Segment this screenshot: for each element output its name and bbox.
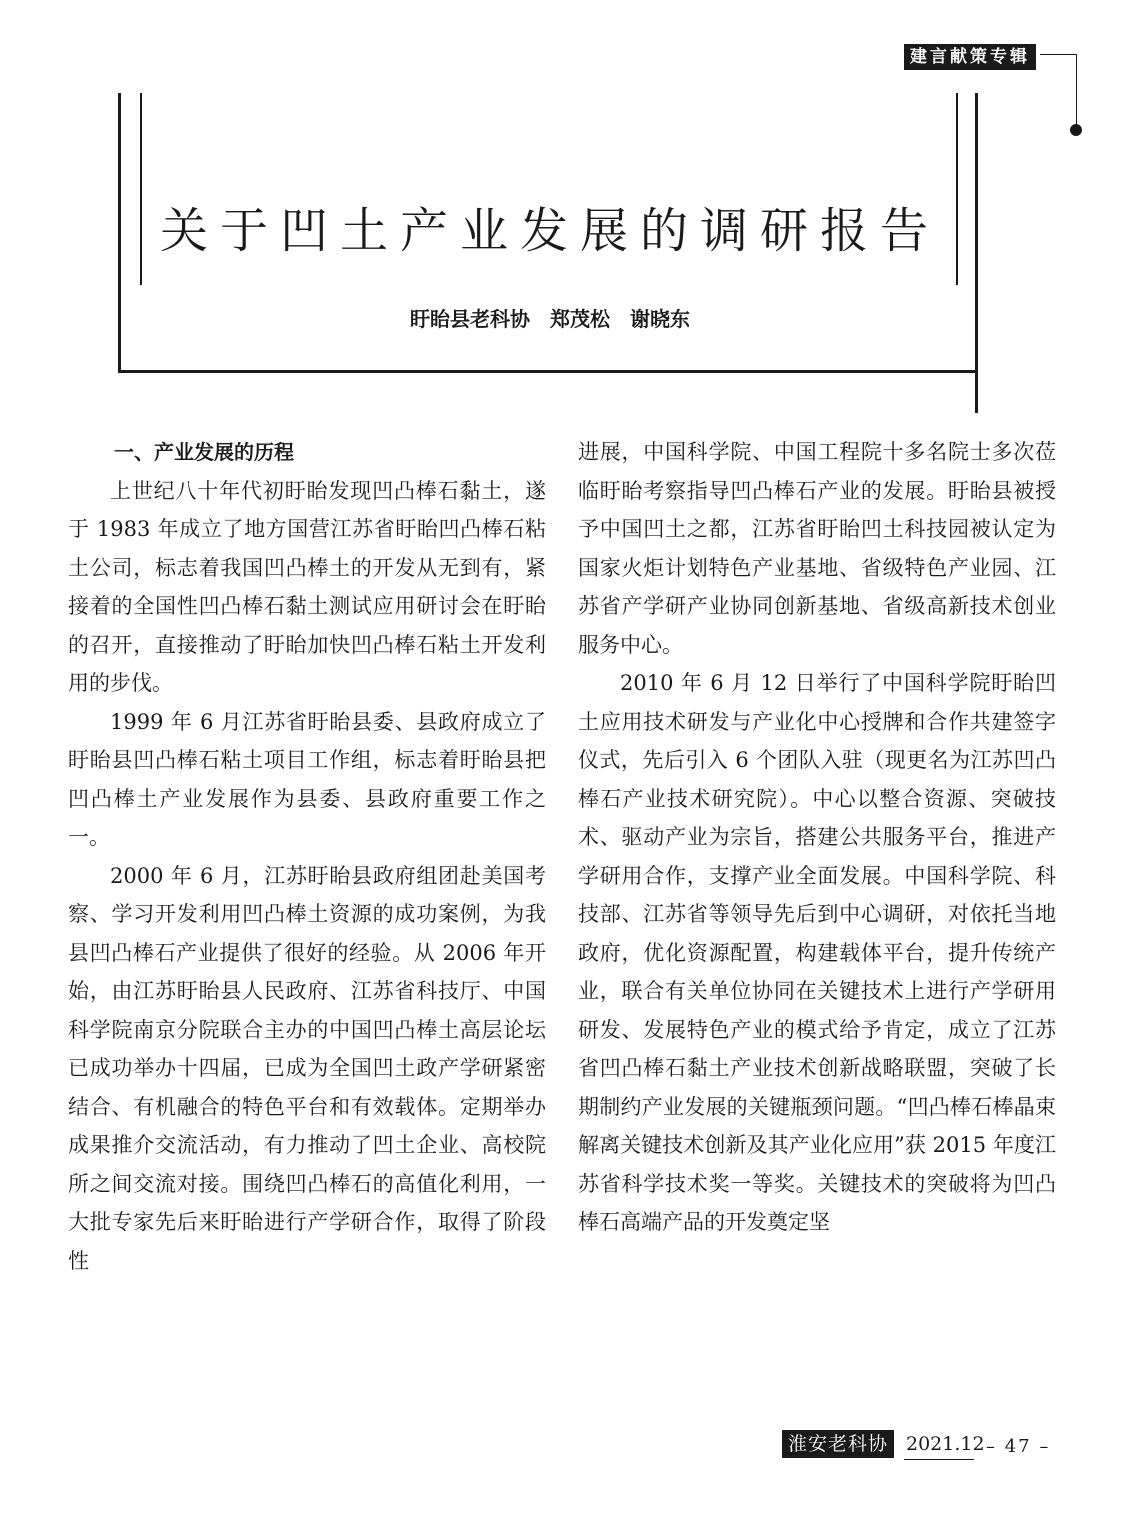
tag-dot-icon — [1070, 124, 1082, 136]
article-authors: 盱眙县老科协 郑茂松 谢晓东 — [410, 307, 690, 331]
issue-underline — [904, 1459, 974, 1460]
frame-bottom-rule — [118, 370, 978, 373]
tag-connector-vertical — [1076, 54, 1077, 130]
frame-left-thick-rule — [118, 93, 121, 373]
paragraph-3-continued: 进展，中国科学院、中国工程院十多名院士多次莅临盱眙考察指导凹凸棒石产业的发展。盱眙县被授予中国凹土之都，江苏省盱眙凹土科技园被认定为国家火炬计划特色产业基地、省级特色产业园、江苏省产学研产业协同创新基地、省级高新技术创业服务中心。 — [578, 440, 1056, 657]
section-heading: 一、产业发展的历程 — [114, 440, 294, 464]
paragraph-1: 上世纪八十年代初盱眙发现凹凸棒石黏土，遂于 1983 年成立了地方国营江苏省盱眙凹凸棒石粘土公司，标志着我国凹凸棒土的开发从无到有，紧接着的全国性凹凸棒石黏土测试应用研讨会在盱眙的召开，直接推动了盱眙加快凹凸棒石粘土开发利用的步伐。 — [68, 478, 546, 695]
frame-right-thick-rule — [975, 93, 978, 413]
issue-date: 2021.12 — [906, 1433, 985, 1455]
tag-connector-horizontal — [1040, 54, 1076, 55]
section-tag: 建言献策专辑 — [904, 44, 1036, 70]
paragraph-2: 1999 年 6 月江苏省盱眙县委、县政府成立了盱眙县凹凸棒石粘土项目工作组，标志着盱眙县把凹凸棒土产业发展作为县委、县政府重要工作之一。 — [68, 709, 546, 849]
paragraph-3: 2000 年 6 月，江苏盱眙县政府组团赴美国考察、学习开发利用凹凸棒土资源的成功案例，为我县凹凸棒石产业提供了很好的经验。从 2006 年开始，由江苏盱眙县人民政府、江苏省科技厅、中国科学院南京分院联合主办的中国凹凸棒土高层论坛已成功举办十四届，已成为全国凹土政产学研紧密结合、有机融合的特色平台和有效载体。定期举办成果推介交流活动，有力推动了凹土企业、高校院所之间交流对接。围绕凹凸棒石的高值化利用，一大批专家先后来盱眙进行产学研合作，取得了阶段性 — [68, 863, 546, 1273]
frame-left-thin-rule — [140, 93, 142, 285]
frame-right-thin-rule — [956, 93, 958, 285]
page-number: – 47 – — [986, 1436, 1051, 1457]
body-column-left — [68, 433, 546, 1280]
body-column-right — [578, 433, 1056, 1242]
journal-name: 淮安老科协 — [782, 1430, 894, 1458]
article-title: 关于凹土产业发展的调研报告 — [159, 203, 940, 259]
paragraph-4: 2010 年 6 月 12 日举行了中国科学院盱眙凹土应用技术研发与产业化中心授牌和合作共建签字仪式，先后引入 6 个团队入驻（现更名为江苏凹凸棒石产业技术研究院）。中心以整合资源、突破技术、驱动产业为宗旨，搭建公共服务平台，推进产学研用合作，支撑产业全面发展。中国科学院、科技部、江苏省等领导先后到中心调研，对依托当地政府，优化资源配置，构建载体平台，提升传统产业，联合有关单位协同在关键技术上进行产学研用研发、发展特色产业的模式给予肯定，成立了江苏省凹凸棒石黏土产业技术创新战略联盟，突破了长期制约产业发展的关键瓶颈问题。“凹凸棒石棒晶束解离关键技术创新及其产业化应用”获 2015 年度江苏省科学技术奖一等奖。关键技术的突破将为凹凸棒石高端产品的开发奠定坚 — [578, 671, 1056, 1234]
